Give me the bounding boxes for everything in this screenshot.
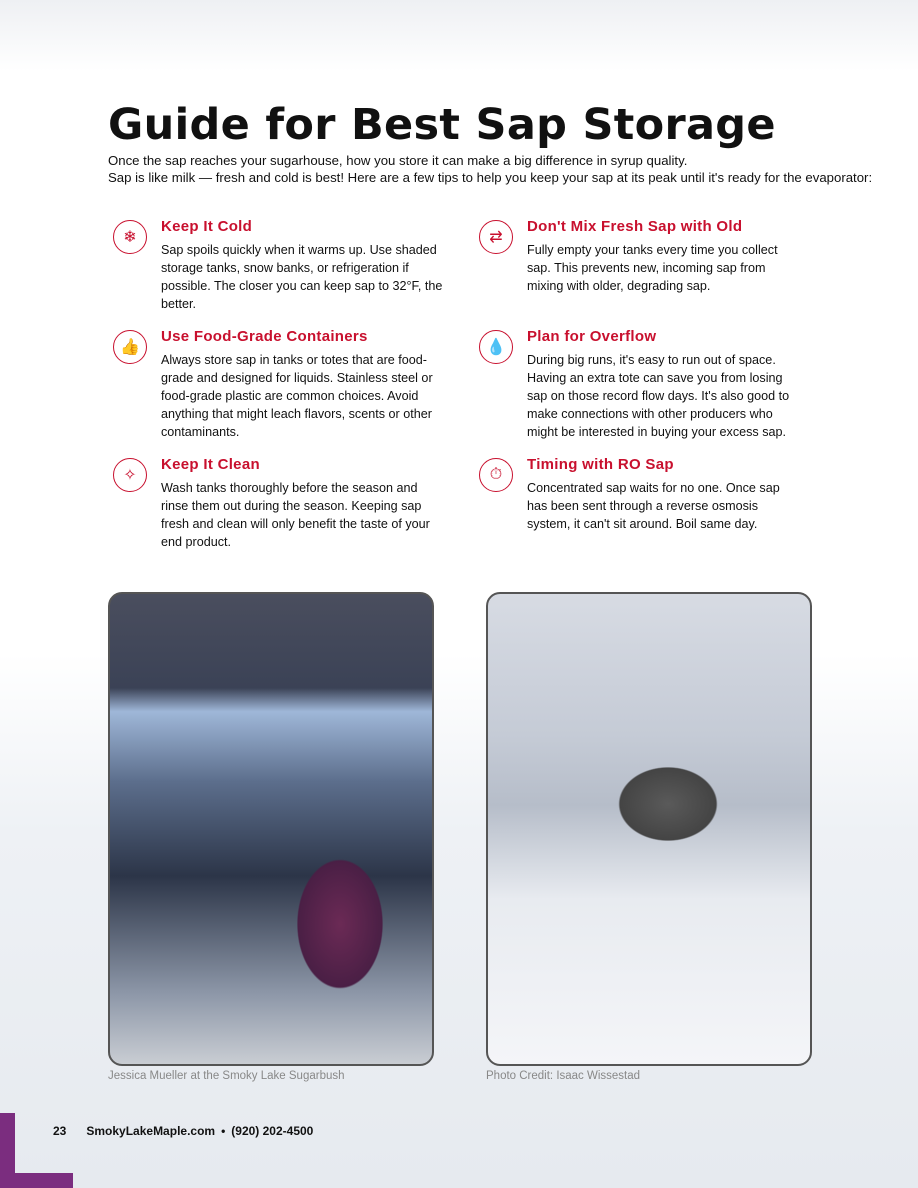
tip-heading: Plan for Overflow xyxy=(527,328,657,345)
tip-body: Sap spoils quickly when it warms up. Use shaded storage tanks, snow banks, or refrigeration if possible. The closer you can keep sap to 32°F, the better. xyxy=(161,243,443,311)
tip-keep-cold xyxy=(123,218,461,313)
tip-heading: Timing with RO Sap xyxy=(527,456,674,473)
photo-credit: Photo Credit: Isaac Wissestad xyxy=(486,1070,641,1082)
tip-heading: Keep It Clean xyxy=(161,456,260,473)
exchange-arrows-icon: ⇄ xyxy=(479,220,513,254)
tip-body: During big runs, it's easy to run out of space. Having an extra tote can save you from losing sap on those record flow days. It's also good to make connections with other producers who might be interested in buying your excess sap. xyxy=(527,353,790,439)
tip-body: Concentrated sap waits for no one. Once sap has been sent through a reverse osmosis system, it can't sit around. Boil same day. xyxy=(527,481,780,531)
intro-line: Once the sap reaches your sugarhouse, how you store it can make a big difference in syrup quality. xyxy=(108,153,688,168)
tip-heading: Use Food-Grade Containers xyxy=(161,328,368,345)
intro xyxy=(108,152,908,186)
photo-snowy-buckets xyxy=(486,592,812,1066)
stopwatch-icon: ⏱ xyxy=(479,458,513,492)
tip-keep-clean xyxy=(123,456,441,551)
tip-body: Always store sap in tanks or totes that are food-grade and designed for liquids. Stainless steel or food-grade plastic are common choices. Avoid anything that might leach flavors, scents or other contaminants. xyxy=(161,353,433,439)
photo-caption: Jessica Mueller at the Smoky Lake Sugarbush xyxy=(108,1070,345,1082)
photo-truck-sap-totes xyxy=(108,592,434,1066)
footer-separator: • xyxy=(221,1124,226,1138)
sparkle-icon: ✧ xyxy=(113,458,147,492)
page-number: 23 xyxy=(53,1124,67,1138)
tip-body: Fully empty your tanks every time you collect sap. This prevents new, incoming sap from mixing with older, degrading sap. xyxy=(527,243,778,293)
tip-ro-sap xyxy=(489,456,797,533)
website-link[interactable]: SmokyLakeMaple.com xyxy=(86,1124,216,1138)
tip-food-grade xyxy=(120,328,451,441)
footer xyxy=(53,1124,325,1138)
tip-heading: Keep It Cold xyxy=(161,218,253,235)
thumbs-up-icon: 👍 xyxy=(113,330,147,364)
tip-dont-mix xyxy=(489,218,797,295)
brand-corner-bar xyxy=(0,1173,73,1188)
tip-body: Wash tanks thoroughly before the season and rinse them out during the season. Keeping sap fresh and clean will only benefit the taste of your end product. xyxy=(161,481,430,549)
phone-number: (920) 202-4500 xyxy=(231,1124,314,1138)
tip-overflow xyxy=(486,328,797,441)
intro-line: Sap is like milk — fresh and cold is best! Here are a few tips to help you keep your sap at its peak until it's ready for the evaporator: xyxy=(108,170,873,185)
snowflake-icon: ❄ xyxy=(113,220,147,254)
water-drop-icon: 💧 xyxy=(479,330,513,364)
page-title: Guide for Best Sap Storage xyxy=(108,100,776,150)
tip-heading: Don't Mix Fresh Sap with Old xyxy=(527,218,743,235)
